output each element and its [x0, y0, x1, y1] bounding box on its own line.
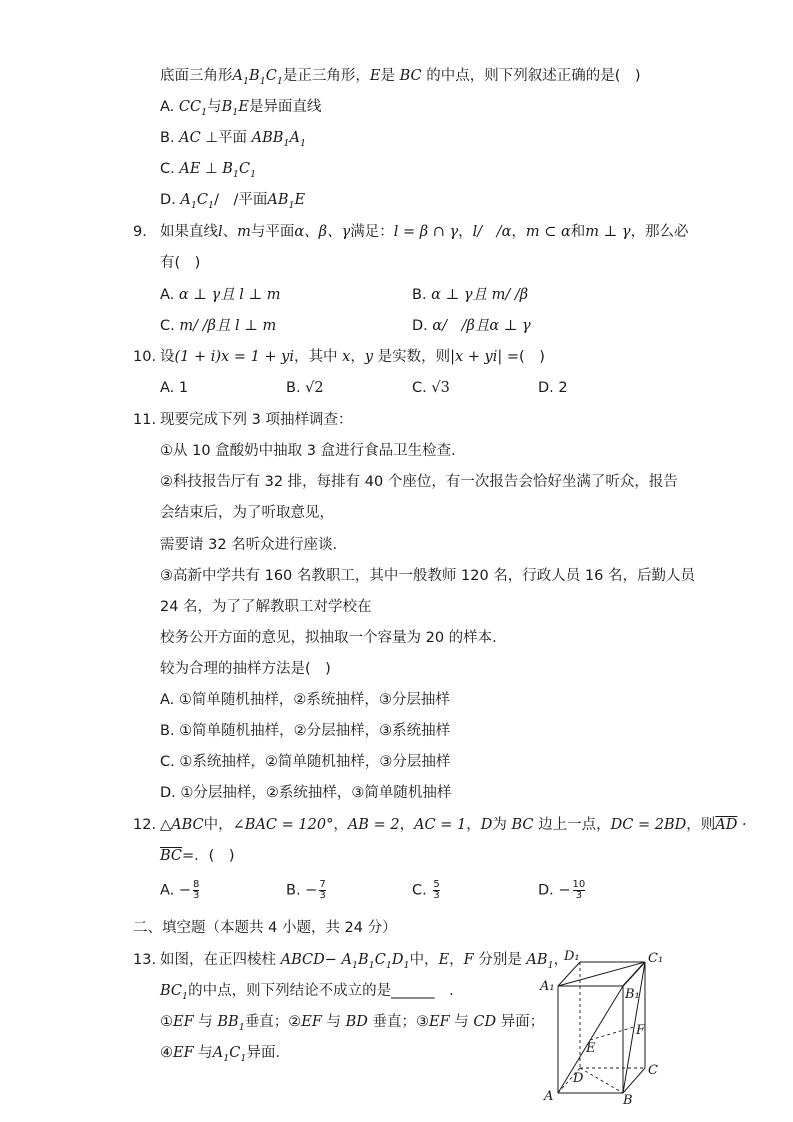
- label-e: E: [586, 1041, 596, 1056]
- label-a1: A₁: [540, 979, 555, 994]
- q9-option-a: A. α ⊥ γ且 l ⊥ m: [160, 287, 281, 303]
- q8-option-d: D. $A_1C_1/$ /平面$AB_1E$: [160, 192, 306, 211]
- label-a: A: [544, 1089, 554, 1104]
- q13-stem-line1: 如图，在正四棱柱 ABCD− $A_1B_1C_1D_1$中，E，F 分别是 $AB_1$，: [160, 952, 569, 971]
- q12-option-b: B. − $\frac{7}{3}$: [286, 879, 326, 901]
- q10-option-c: C. √3: [412, 380, 450, 396]
- q8-stem: 底面三角形$A_1B_1C_1$是正三角形，E是 BC 的中点，则下列叙述正确的是( ): [160, 68, 641, 87]
- q11-item-2-line1: ②科技报告厅有 32 排，每排有 40 个座位，有一次报告会恰好坐满了听众，报告: [160, 474, 678, 490]
- q11-item-2-line2: 会结束后，为了听取意见，: [160, 505, 334, 521]
- q13-stem-line3: ①EF 与 $BB_1$垂直；②EF 与 BD 垂直；③EF 与 CD 异面；: [160, 1014, 545, 1033]
- prism-figure: [528, 948, 674, 1108]
- q11-option-d: D. ①分层抽样，②系统抽样，③简单随机抽样: [160, 785, 452, 801]
- q11-item-3-line3: 校务公开方面的意见，拟抽取一个容量为 20 的样本．: [160, 630, 507, 646]
- q10-option-d: D. 2: [538, 380, 568, 396]
- label-d1: D₁: [564, 949, 580, 964]
- q11-item-3-line2: 24 名，为了了解教职工对学校在: [160, 599, 372, 615]
- section-title: 二、填空题（本题共 4 小题，共 24 分）: [133, 920, 397, 936]
- q12-stem: △ABC中，∠BAC = 120°，AB = 2，AC = 1，D为 BC 边上一点，DC = 2BD，则$\overline{AD}$ ·: [160, 817, 747, 833]
- q12-option-d: D. − $\frac{10}{3}$: [538, 879, 586, 901]
- q8-option-a: A. $CC_1$与$B_1E$是异面直线: [160, 99, 322, 118]
- q11-intro: 现要完成下列 3 项抽样调查：: [160, 412, 353, 428]
- q9-option-c: C. m/ /β且 l ⊥ m: [160, 318, 277, 334]
- q11-option-a: A. ①简单随机抽样，②系统抽样，③分层抽样: [160, 692, 450, 708]
- q11-option-b: B. ①简单随机抽样，②分层抽样，③系统抽样: [160, 723, 451, 739]
- q10-stem: 设(1 + i)x = 1 + yi，其中 x，y 是实数，则|x + yi| =( ): [160, 349, 545, 365]
- q12-stem-line2: $\overline{BC}=$．( ): [160, 848, 235, 864]
- q10-number: 10.: [133, 349, 157, 365]
- label-d: D: [573, 1071, 584, 1086]
- q13-number: 13.: [133, 952, 157, 968]
- label-b: B: [623, 1093, 633, 1108]
- q13-stem-line2: $BC_1$的中点，则下列结论不成立的是______ .: [160, 983, 454, 1002]
- q11-question: 较为合理的抽样方法是( ): [160, 661, 331, 677]
- q11-number: 11.: [133, 412, 157, 428]
- q9-option-b: B. α ⊥ γ且 m/ /β: [412, 287, 529, 303]
- q12-option-a: A. − $\frac{8}{3}$: [160, 879, 200, 901]
- q12-option-c: C. $\frac{5}{3}$: [412, 879, 440, 901]
- q11-option-c: C. ①系统抽样，②简单随机抽样，③分层抽样: [160, 754, 451, 770]
- q11-item-3-line1: ③高新中学共有 160 名教职工，其中一般教师 120 名，行政人员 16 名，后勤人员: [160, 568, 695, 584]
- q13-stem-line4: ④EF 与$A_1C_1$异面．: [160, 1045, 290, 1064]
- q8-option-c: C. AE ⊥ $B_1C_1$: [160, 161, 257, 180]
- q11-item-2-line3: 需要请 32 名听众进行座谈．: [160, 537, 348, 553]
- q9-stem-line2: 有( ): [160, 255, 201, 271]
- label-c: C: [648, 1063, 658, 1078]
- q11-item-1: ①从 10 盒酸奶中抽取 3 盒进行食品卫生检查．: [160, 443, 466, 459]
- q10-option-a: A. 1: [160, 380, 189, 396]
- q9-option-d: D. α/ /β且α ⊥ γ: [412, 318, 531, 334]
- q12-number: 12.: [133, 817, 157, 833]
- q9-number: 9.: [133, 224, 147, 240]
- q8-option-b: B. AC ⊥平面 $ABB_1A_1$: [160, 130, 306, 149]
- label-c1: C₁: [648, 951, 664, 966]
- label-b1: B₁: [625, 987, 640, 1002]
- label-f: F: [636, 1023, 646, 1038]
- q9-stem: 如果直线l、m与平面α、β、γ满足：l = β ∩ γ，l/ /α，m ⊂ α和m ⊥ γ，那么必: [160, 224, 689, 240]
- q10-option-b: B. √2: [286, 380, 324, 396]
